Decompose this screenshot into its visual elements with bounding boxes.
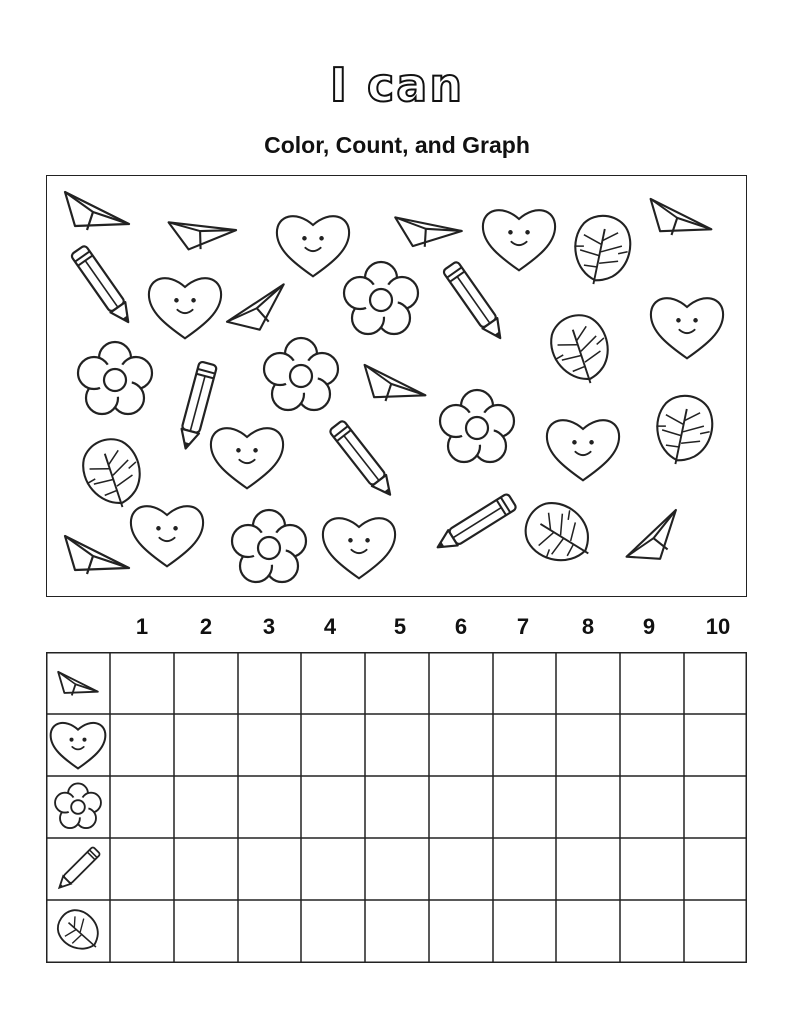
row-icon-flower [55,783,101,828]
heart-icon [131,506,203,566]
flower-icon [440,390,514,462]
column-number: 7 [516,614,530,639]
pencil-icon [433,493,517,555]
heart-icon [651,298,723,358]
heart-icon [323,518,395,578]
row-icon-paper-plane [58,671,98,695]
column-number: 6 [454,614,468,639]
row-icon-leaf [51,903,108,956]
column-number: 1 [135,614,149,639]
column-number: 2 [199,614,213,639]
page-title: I can [329,58,465,112]
leaf-icon [574,216,630,284]
flower-icon [264,338,338,410]
leaf-icon [656,396,712,464]
paper-plane-icon [169,202,238,257]
paper-plane-icon [627,500,682,569]
heart-icon [149,278,221,338]
paper-plane-icon [651,199,712,235]
column-number: 8 [581,614,595,639]
pencil-icon [442,261,507,343]
row-icon-heart [50,722,105,768]
flower-icon [232,510,306,582]
column-number: 4 [323,614,337,639]
heart-icon [483,210,555,270]
picture-panel [46,175,747,597]
leaf-icon [518,495,601,571]
paper-plane-icon [65,536,129,574]
column-number: 10 [705,614,731,639]
pencil-icon [70,245,135,327]
row-icon-pencil [55,846,100,891]
paper-plane-icon [365,365,426,401]
page-subtitle: Color, Count, and Graph [264,132,530,158]
flower-icon [344,262,418,334]
column-number: 5 [393,614,407,639]
column-number: 9 [642,614,656,639]
heart-icon [211,428,283,488]
pencil-icon [177,361,217,451]
flower-icon [78,342,152,414]
heart-icon [277,216,349,276]
leaf-icon [72,429,155,516]
paper-plane-icon [65,192,129,230]
paper-plane-icon [227,269,289,340]
leaf-icon [540,305,623,392]
graph-grid [46,652,747,963]
column-number: 3 [262,614,276,639]
paper-plane-icon [395,202,463,253]
pencil-icon [329,420,397,500]
heart-icon [547,420,619,480]
